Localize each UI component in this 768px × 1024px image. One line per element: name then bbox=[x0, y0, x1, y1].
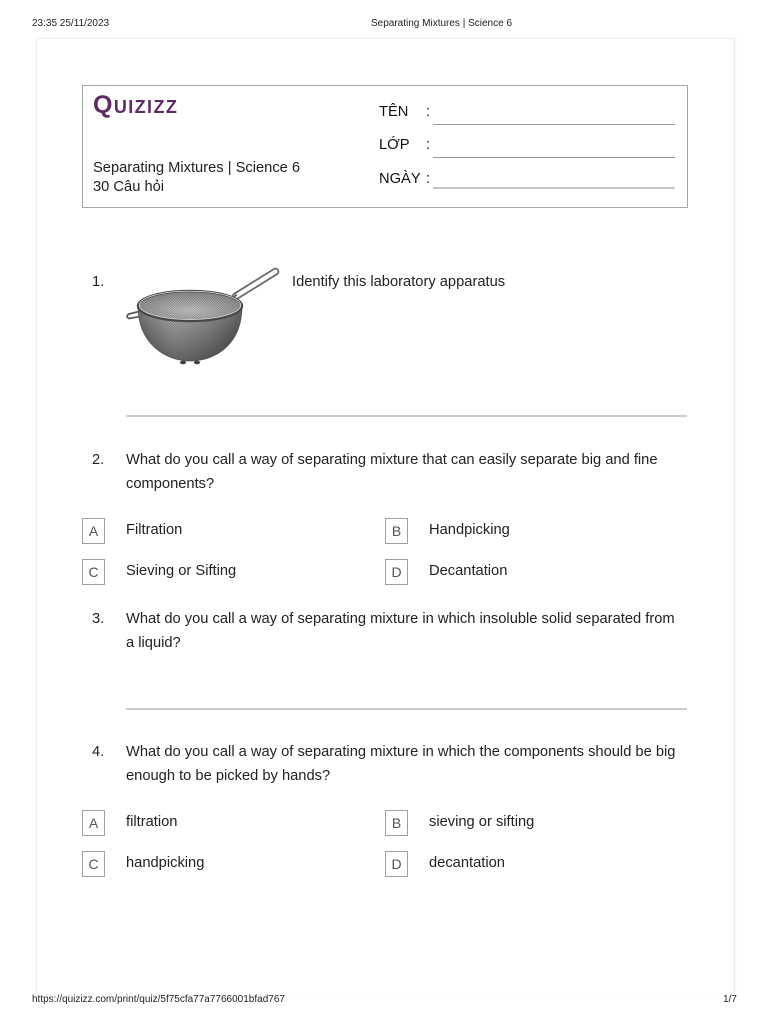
sieve-rim bbox=[138, 291, 242, 321]
option-text: decantation bbox=[429, 855, 505, 871]
name-field bbox=[83, 104, 687, 128]
answer-line bbox=[126, 415, 687, 417]
class-label: LỚP bbox=[379, 137, 410, 153]
quiz-title: Separating Mixtures | Science 6 bbox=[93, 160, 301, 176]
option-d bbox=[385, 851, 665, 876]
name-blank-line bbox=[433, 124, 675, 125]
date-field bbox=[83, 171, 687, 195]
name-separator: : bbox=[426, 104, 431, 120]
option-text: Decantation bbox=[429, 563, 508, 579]
date-blank-line bbox=[433, 187, 675, 189]
option-b bbox=[385, 810, 665, 835]
question-text: What do you call a way of separating mixture that can easily separate big and fine components? bbox=[126, 452, 658, 492]
option-text: filtration bbox=[126, 814, 178, 830]
option-c bbox=[82, 559, 362, 584]
option-letter-box: A bbox=[82, 810, 105, 836]
option-letter-box: D bbox=[385, 851, 408, 877]
question-text: What do you call a way of separating mixture in which insoluble solid separated from a liquid? bbox=[126, 611, 675, 651]
option-a bbox=[82, 810, 362, 835]
option-letter-box: C bbox=[82, 559, 105, 585]
question-number: 2. bbox=[92, 452, 105, 468]
option-letter-box: C bbox=[82, 851, 105, 877]
name-label: TÊN bbox=[379, 104, 409, 120]
date-separator: : bbox=[426, 171, 431, 187]
option-text: Filtration bbox=[126, 522, 183, 538]
option-text: handpicking bbox=[126, 855, 205, 871]
print-document-title: Separating Mixtures | Science 6 bbox=[371, 18, 513, 29]
question-count: 30 Câu hỏi bbox=[93, 179, 165, 195]
question-number: 4. bbox=[92, 744, 105, 760]
option-letter-box: B bbox=[385, 518, 408, 544]
sieve-icon bbox=[124, 264, 284, 368]
quiz-header-box bbox=[82, 85, 688, 208]
question-text: Identify this laboratory apparatus bbox=[292, 274, 506, 290]
option-text: Sieving or Sifting bbox=[126, 563, 237, 579]
print-page-number: 1/7 bbox=[723, 994, 737, 1005]
question-number: 3. bbox=[92, 611, 105, 627]
class-separator: : bbox=[426, 137, 431, 153]
class-blank-line bbox=[433, 157, 675, 158]
option-text: Handpicking bbox=[429, 522, 510, 538]
class-field bbox=[83, 137, 687, 161]
option-letter-box: A bbox=[82, 518, 105, 544]
option-b bbox=[385, 518, 665, 543]
option-text: sieving or sifting bbox=[429, 814, 535, 830]
option-letter-box: D bbox=[385, 559, 408, 585]
date-label: NGÀY bbox=[379, 171, 421, 187]
print-footer-url: https://quizizz.com/print/quiz/5f75cfa77a7766001bfad767 bbox=[32, 994, 285, 1005]
answer-line bbox=[126, 708, 687, 710]
option-a bbox=[82, 518, 362, 543]
sieve-handle bbox=[228, 267, 280, 301]
print-datetime: 23:35 25/11/2023 bbox=[32, 18, 110, 29]
quizizz-logo: Quizizz bbox=[93, 91, 179, 119]
option-c bbox=[82, 851, 362, 876]
question-text: What do you call a way of separating mixture in which the components should be big enough to be picked by hands? bbox=[126, 744, 676, 784]
option-d bbox=[385, 559, 665, 584]
option-letter-box: B bbox=[385, 810, 408, 836]
question-number: 1. bbox=[92, 274, 105, 290]
